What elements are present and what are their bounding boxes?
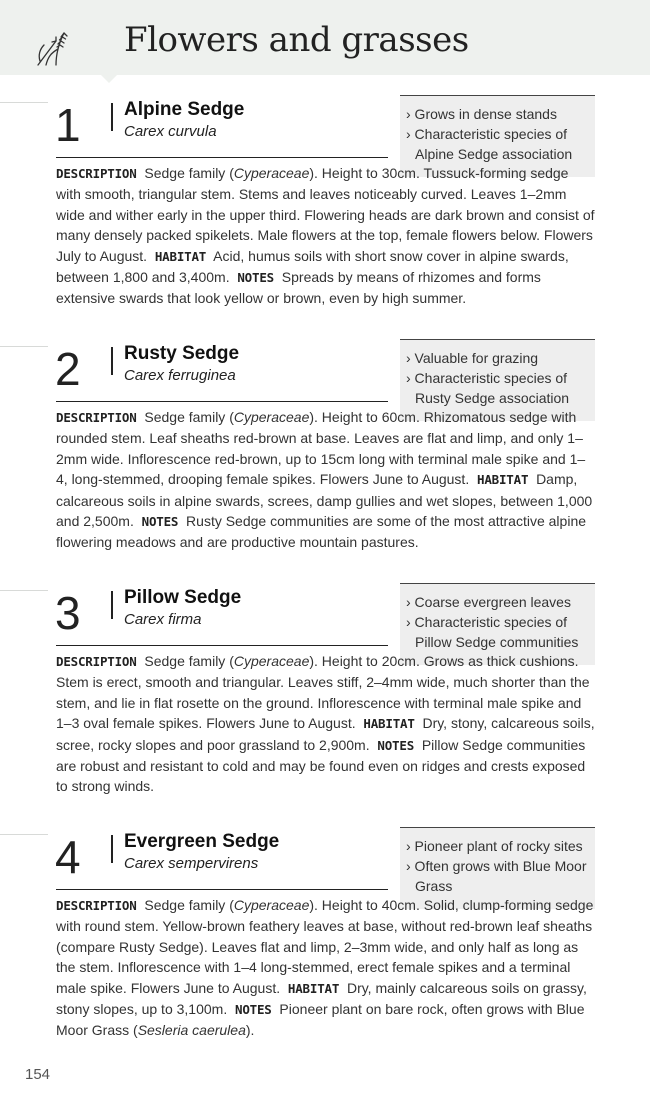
entry-number: 1 <box>55 99 81 151</box>
header-pointer <box>100 74 118 83</box>
entry-description <box>56 895 596 1041</box>
notes-text: Rusty Sedge communities are some of the most attractive alpine flowering meadows and are productive mountain pastures. <box>56 513 587 551</box>
key-fact: Pillow Sedge communities <box>415 634 579 650</box>
scientific-name: Carex ferruginea <box>124 367 236 384</box>
key-fact: › Characteristic species of <box>406 614 568 630</box>
entry-separator <box>111 347 113 375</box>
habitat-label: HABITAT <box>287 980 340 996</box>
family-name: Cyperaceae <box>233 165 310 181</box>
description-text: ). Height to 40cm. Solid, clump-forming sedge with round stem. Yellow-brown feathery leaves at base, without red-brown leaf sheaths (compare Rusty Sedge). Leaves flat and limp, 2–3mm wide, and only half as long as the stem. Inflorescence with 1–4 long-stemmed, erect female spikes and a terminal male spike. Flowers June to August. <box>56 897 594 996</box>
entry-separator <box>111 835 113 863</box>
notes-italic: Sesleria caerulea <box>137 1022 246 1039</box>
notes-text-post: ). <box>245 1022 255 1039</box>
habitat-label: HABITAT <box>477 472 529 488</box>
page-title: Flowers and grasses <box>124 20 469 60</box>
entry-divider <box>0 346 48 347</box>
entry-description <box>56 163 596 309</box>
description-label: DESCRIPTION <box>56 654 137 669</box>
habitat-text: Dry, mainly calcareous soils on grassy, stony slopes, up to 3,100m. <box>56 979 587 1018</box>
entry-description <box>56 407 596 553</box>
key-fact: › Characteristic species of <box>406 370 568 386</box>
habitat-label: HABITAT <box>154 248 207 264</box>
notes-label: NOTES <box>237 270 274 286</box>
scientific-name: Carex curvula <box>124 123 217 140</box>
title-rule <box>56 645 388 646</box>
key-fact: Rusty Sedge association <box>415 390 570 406</box>
family-name: Cyperaceae <box>233 653 310 669</box>
common-name: Pillow Sedge <box>124 587 242 608</box>
family-name: Cyperaceae <box>233 409 310 425</box>
description-text-pre: Sedge family ( <box>144 653 234 669</box>
notes-label: NOTES <box>235 1002 272 1018</box>
description-label: DESCRIPTION <box>56 410 137 425</box>
title-rule <box>56 157 388 158</box>
habitat-text: Dry, stony, calcareous soils, scree, rocky slopes and poor grassland to 2,900m. <box>56 715 595 753</box>
description-text-pre: Sedge family ( <box>144 897 234 913</box>
entry-description <box>56 651 596 797</box>
common-name: Alpine Sedge <box>124 99 245 120</box>
entry-separator <box>111 103 113 131</box>
notes-text: Spreads by means of rhizomes and forms extensive swards that look yellow or brown, even by high summer. <box>56 269 541 307</box>
grass-icon <box>34 27 76 67</box>
key-fact: › Characteristic species of <box>406 126 568 142</box>
scientific-name: Carex firma <box>124 611 202 628</box>
habitat-text: Acid, humus soils with short snow cover in alpine swards, between 1,800 and 3,400m. <box>56 247 569 286</box>
key-fact: Alpine Sedge association <box>415 146 573 162</box>
notes-label: NOTES <box>141 514 179 530</box>
key-fact: › Grows in dense stands <box>406 106 557 122</box>
title-rule <box>56 401 388 402</box>
description-text-pre: Sedge family ( <box>144 165 234 181</box>
description-label: DESCRIPTION <box>56 166 137 181</box>
scientific-name: Carex sempervirens <box>124 855 259 872</box>
description-text: ). Height to 20cm. Grows as thick cushions. Stem is erect, smooth and triangular. Leaves stiff, 2–4mm wide, much shorter than the stem, and lie in flat rosette on the ground. Inflorescence with terminal male spike and 1–3 oval female spikes. Flowers June to August. <box>56 653 590 732</box>
key-fact: › Often grows with Blue Moor <box>406 858 587 874</box>
key-fact: › Pioneer plant of rocky sites <box>406 838 583 854</box>
key-fact: Grass <box>415 878 453 894</box>
description-label: DESCRIPTION <box>56 898 137 913</box>
key-fact: › Coarse evergreen leaves <box>406 594 571 610</box>
page-header <box>0 0 650 75</box>
notes-label: NOTES <box>377 737 415 753</box>
entry-divider <box>0 102 48 103</box>
entry-number: 3 <box>55 587 81 639</box>
habitat-text: Damp, calcareous soils in alpine swards, screes, damp gullies and wet slopes, between 1,000 and 2,500m. <box>56 471 593 530</box>
family-name: Cyperaceae <box>233 897 310 913</box>
notes-text: Pillow Sedge communities are robust and resistant to cold and may be found even on ridges and crests exposed to strong winds. <box>56 736 586 795</box>
common-name: Evergreen Sedge <box>124 831 280 852</box>
habitat-label: HABITAT <box>363 716 415 732</box>
entry-number: 4 <box>55 831 81 883</box>
title-rule <box>56 889 388 890</box>
description-text: ). Height to 30cm. Tussuck-forming sedge with smooth, triangular stem. Stems and leaves noticeably curved. Leaves 1–2mm wide and wither early in the upper third. Flowering heads are dark brown and consist of many densely packed spikelets. Male flowers at the top, female flowers below. Flowers July to August. <box>56 165 595 264</box>
key-fact: › Valuable for grazing <box>406 350 539 366</box>
page-number: 154 <box>25 1066 51 1083</box>
entry-divider <box>0 834 48 835</box>
entry-divider <box>0 590 48 591</box>
common-name: Rusty Sedge <box>124 343 240 364</box>
entry-number: 2 <box>55 343 81 395</box>
entry-separator <box>111 591 113 619</box>
description-text-pre: Sedge family ( <box>144 409 234 425</box>
description-text: ). Height to 60cm. Rhizomatous sedge with rounded stem. Leaf sheaths red-brown at base. Leaves are flat and limp, and only 1–2mm wide. Inflorescence red-brown, up to 15cm long with terminal male spike and 1–4, long-stemmed, drooping female spikes. Flowers June to August. <box>56 409 586 488</box>
notes-text: Pioneer plant on bare rock, often grows with Blue Moor Grass ( <box>56 1001 585 1039</box>
